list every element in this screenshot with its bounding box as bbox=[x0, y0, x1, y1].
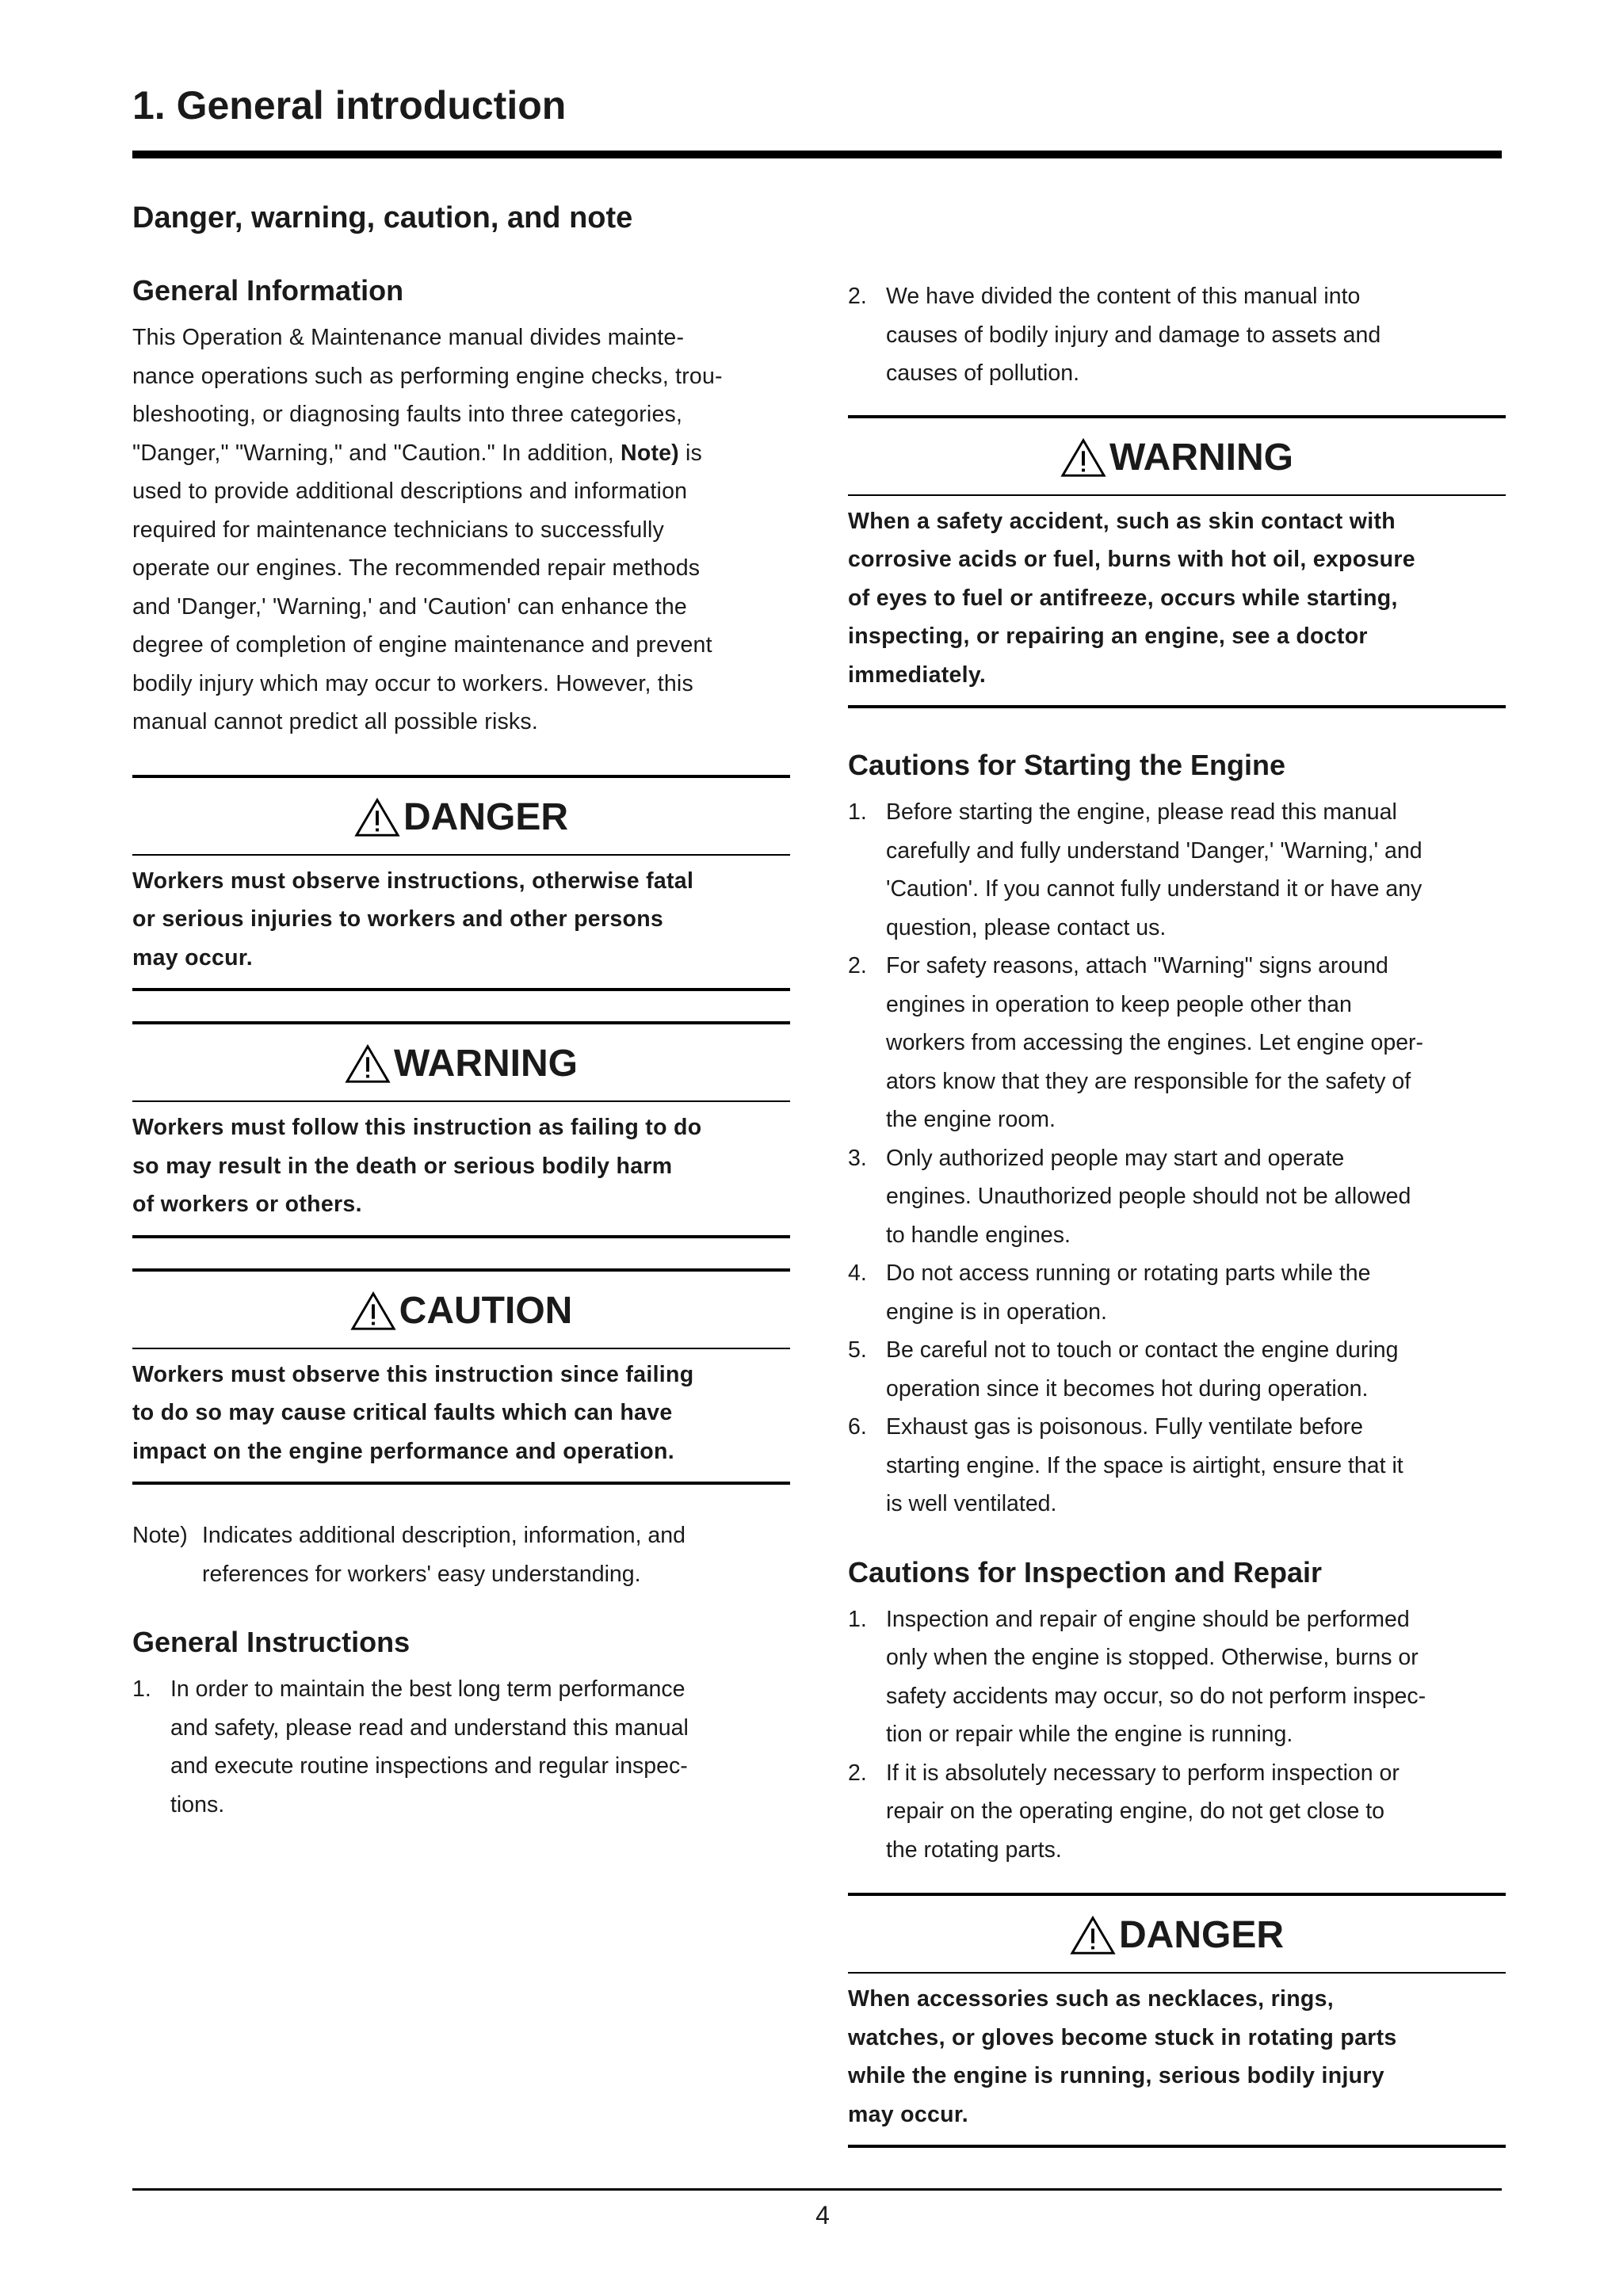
danger-header: DANGER bbox=[132, 778, 790, 856]
title-rule bbox=[132, 151, 1502, 158]
warning-box bbox=[132, 1021, 790, 1238]
list-item: 3. Only authorized people may start and operate engines. Unauthorized people should not be allowed to handle engines. bbox=[848, 1145, 1411, 1248]
note-paragraph: Note) Indicates additional description, information, and references for workers' easy understanding. bbox=[132, 1516, 790, 1593]
list-item: 5. Be careful not to touch or contact the engine during operation since it becomes hot during operation. bbox=[848, 1337, 1399, 1402]
note-label: Note) bbox=[132, 1523, 188, 1549]
list-item: 1. Before starting the engine, please read this manual carefully and fully understand 'Danger,' 'Warning,' and 'Caution'. If you cannot fully understand it or have any question, please contact us. bbox=[848, 799, 1423, 940]
inspection-repair-list bbox=[848, 1600, 1506, 1870]
danger-text: Workers must observe instructions, otherwise fatal or serious injuries to workers and other persons may occur. bbox=[132, 868, 694, 971]
left-column bbox=[132, 273, 790, 1824]
general-instructions-list-continued bbox=[848, 277, 1506, 393]
danger-box bbox=[132, 775, 790, 992]
general-instructions-heading: General Instructions bbox=[132, 1626, 411, 1659]
section-title: Danger, warning, caution, and note bbox=[132, 201, 633, 235]
danger-box-right bbox=[848, 1893, 1506, 2148]
caution-box bbox=[132, 1268, 790, 1486]
warning-text: Workers must follow this instruction as failing to do so may result in the death or serious bodily harm of workers or others. bbox=[132, 1115, 702, 1218]
warning-text: When a safety accident, such as skin contact with corrosive acids or fuel, burns with hot oil, exposure of eyes to fuel or antifreeze, occurs while starting, inspecting, or repairing an engine, see a doctor immediately. bbox=[848, 508, 1415, 688]
caution-header: CAUTION bbox=[132, 1272, 790, 1349]
danger-text: When accessories such as necklaces, rings, watches, or gloves become stuck in rotating parts while the engine is running, serious bodily injury may occur. bbox=[848, 1986, 1397, 2127]
warning-triangle-icon bbox=[1060, 437, 1106, 479]
warning-triangle-icon bbox=[345, 1043, 391, 1085]
warning-triangle-icon bbox=[354, 797, 400, 838]
warning-triangle-icon bbox=[1070, 1915, 1116, 1956]
starting-engine-list bbox=[848, 793, 1506, 1524]
warning-header: WARNING bbox=[132, 1024, 790, 1102]
general-information-heading: General Information bbox=[132, 274, 404, 307]
starting-engine-heading: Cautions for Starting the Engine bbox=[848, 749, 1286, 781]
general-instructions-list bbox=[132, 1670, 790, 1824]
list-item: 2. For safety reasons, attach "Warning" signs around engines in operation to keep people other than workers from accessing the engines. Let engine oper- ators know that they are responsible for the safety of the engine room. bbox=[848, 953, 1424, 1133]
warning-box-right bbox=[848, 415, 1506, 709]
caution-text: Workers must observe this instruction since failing to do so may cause critical faults which can have impact on the engine performance and operation. bbox=[132, 1361, 694, 1464]
list-item: 4. Do not access running or rotating parts while the engine is in operation. bbox=[848, 1261, 1371, 1325]
page-number: 4 bbox=[815, 2201, 830, 2229]
right-column bbox=[848, 277, 1506, 2148]
chapter-title: 1. General introduction bbox=[132, 83, 567, 128]
list-item: 2. We have divided the content of this manual into causes of bodily injury and damage to assets and causes of pollution. bbox=[848, 284, 1381, 386]
danger-header: DANGER bbox=[848, 1896, 1506, 1974]
warning-header: WARNING bbox=[848, 418, 1506, 496]
general-information-text: This Operation & Maintenance manual divides mainte- nance operations such as performing engine checks, trou- bleshooting, or diagnosing faults into three categories, "Danger," "Warning," and "Caution." In addition, Note) is used to provide additional descriptions and information required for maintenance technicians to successfully operate our engines. The recommended repair methods and 'Danger,' 'Warning,' and 'Caution' can enhance the degree of completion of engine maintenance and prevent bodily injury which may occur to workers. However, this manual cannot predict all possible risks. bbox=[132, 325, 723, 735]
footer-rule bbox=[132, 2188, 1502, 2191]
list-item: 2. If it is absolutely necessary to perform inspection or repair on the operating engine, do not get close to the rotating parts. bbox=[848, 1760, 1400, 1863]
inspection-repair-heading: Cautions for Inspection and Repair bbox=[848, 1555, 1323, 1589]
warning-triangle-icon bbox=[350, 1291, 396, 1332]
list-item: 6. Exhaust gas is poisonous. Fully ventilate before starting engine. If the space is airtight, ensure that it is well ventilated. bbox=[848, 1414, 1403, 1517]
note-inline-label: Note) bbox=[621, 440, 679, 466]
list-item: 1. Inspection and repair of engine should be performed only when the engine is stopped. Otherwise, burns or safety accidents may occur, so do not perform inspec- tion or repair while the engine is running. bbox=[848, 1606, 1426, 1748]
list-item: 1. In order to maintain the best long term performance and safety, please read and understand this manual and execute routine inspections and regular inspec- tions. bbox=[132, 1676, 689, 1817]
